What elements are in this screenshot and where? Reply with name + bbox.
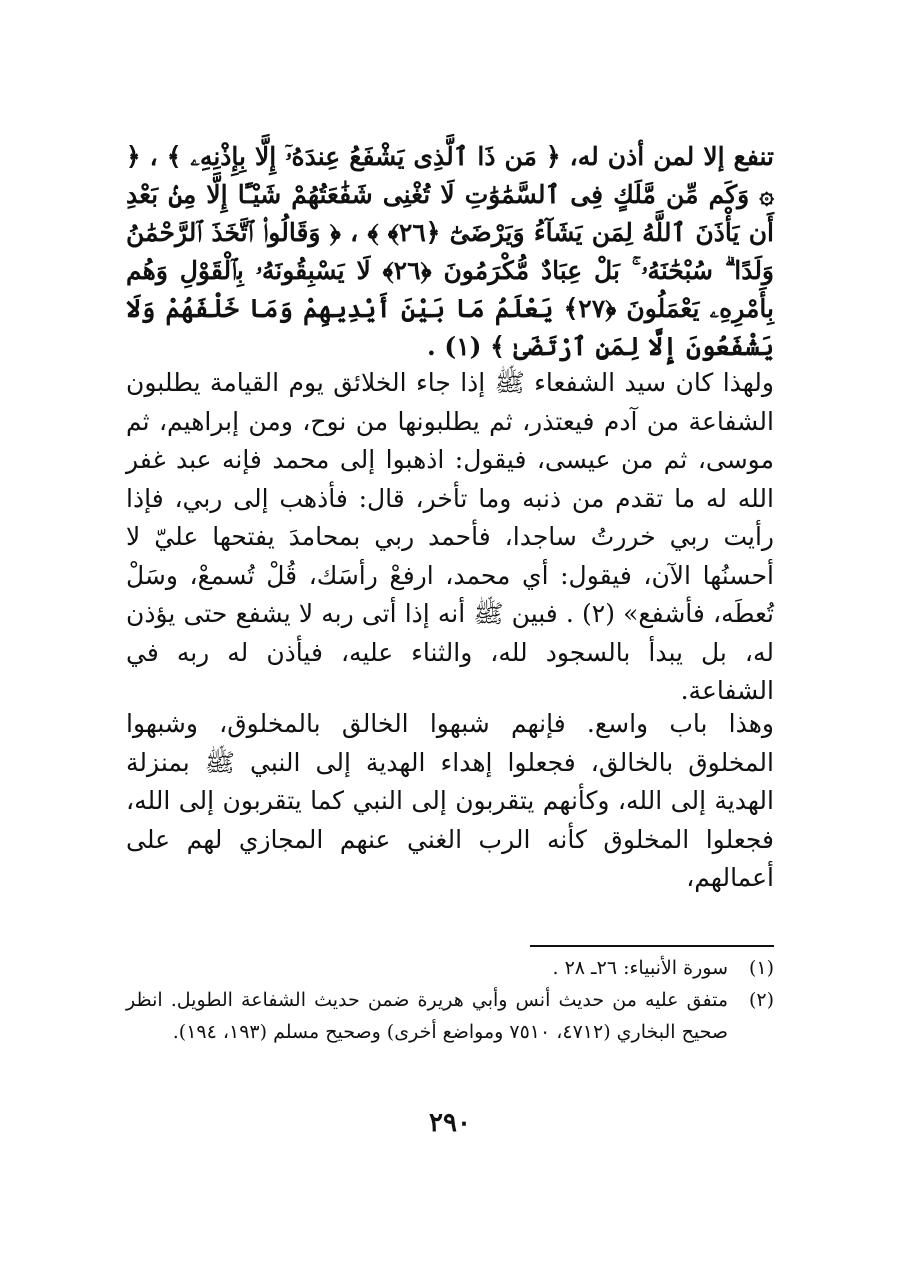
- footnote-item: [126, 984, 774, 1048]
- footnote-text: متفق عليه من حديث أنس وأبي هريرة ضمن حديث الشفاعة الطويل. انظر صحيح البخاري (٤٧١٢، ٧٥١٠ ومواضع أخرى) وصحيح مسلم (١٩٣، ١٩٤).: [126, 989, 728, 1043]
- paragraph-intercession-hadith: ولهذا كان سيد الشفعاء ﷺ إذا جاء الخلائق يوم القيامة يطلبون الشفاعة من آدم فيعتذر، ثم يطلبونها من نوح، ومن إبراهيم، ثم موسى، ثم من عيسى، فيقول: اذهبوا إلى محمد فإنه عبد غفر الله له ما تقدم من ذنبه وما تأخر، قال: فأذهب إلى ربي، فإذا رأيت ربي خررتُ ساجدا، فأحمد ربي بمحامدَ يفتحها عليّ لا أحسنُها الآن، فيقول: أي محمد، ارفعْ رأسَك، قُلْ تُسمعْ، وسَلْ تُعطَه، فأشفع» (٢) . فبين ﷺ أنه إذا أتى ربه لا يشفع حتى يؤذن له، بل يبدأ بالسجود لله، والثناء عليه، فيأذن له ربه في الشفاعة.: [126, 368, 774, 705]
- footnote-divider: [530, 945, 774, 947]
- paragraph-creator-creation: وهذا باب واسع. فإنهم شبهوا الخالق بالمخلوق، وشبهوا المخلوق بالخالق، فجعلوا إهداء الهدية إلى النبي ﷺ بمنزلة الهدية إلى الله، وكأنهم يتقربون إلى النبي كما يتقربون إلى الله، فجعلوا المخلوق كأنه الرب الغني عنهم المجازي لهم على أعمالهم،: [126, 709, 774, 892]
- footnote-text: سورة الأنبياء: ٢٦ـ ٢٨ .: [552, 957, 728, 979]
- page-number: ٢٩٠: [429, 1108, 471, 1138]
- quran-verse-block: تنفع إلا لمن أذن له، ﴿ مَن ذَا ٱلَّذِى يَشْفَعُ عِندَهُۥٓ إِلَّا بِإِذْنِهِۦ ﴾ ، ﴿ ۞ وَكَم مِّن مَّلَكٍ فِى ٱلسَّمَٰوَٰتِ لَا تُغْنِى شَفَٰعَتُهُمْ شَيْـًٔا إِلَّا مِنۢ بَعْدِ أَن يَأْذَنَ ٱللَّهُ لِمَن يَشَآءُ وَيَرْضَىٰٓ ﴿٢٦﴾ ﴾ ، ﴿ وَقَالُوا۟ ٱتَّخَذَ ٱلرَّحْمَٰنُ وَلَدًا ۗ سُبْحَٰنَهُۥ ۚ بَلْ عِبَادٌ مُّكْرَمُونَ ﴿٢٦﴾ لَا يَسْبِقُونَهُۥ بِٱلْقَوْلِ وَهُم بِأَمْرِهِۦ يَعْمَلُونَ ﴿٢٧﴾ يَعْلَمُ مَا بَيْنَ أَيْدِيهِمْ وَمَا خَلْفَهُمْ وَلَا يَشْفَعُونَ إِلَّا لِمَنِ ٱرْتَضَىٰ ﴾ (١) .: [126, 142, 775, 361]
- footnotes: [126, 952, 774, 1048]
- footnote-number: (١): [748, 957, 774, 979]
- footnote-item: [126, 952, 774, 984]
- footnote-number: (٢): [748, 989, 774, 1011]
